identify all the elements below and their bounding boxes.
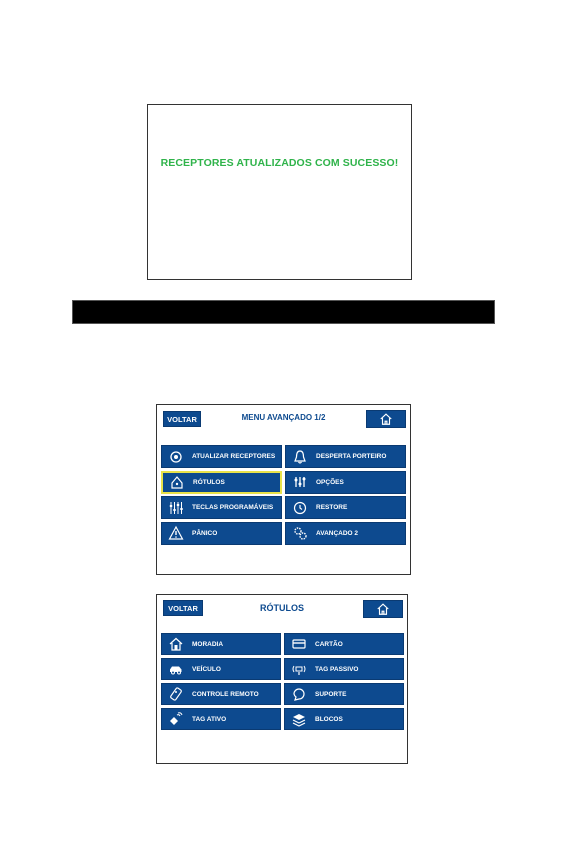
tile-label: CONTROLE REMOTO <box>192 690 259 698</box>
restore-icon <box>290 499 310 517</box>
receivers-icon <box>166 448 186 466</box>
home-button[interactable] <box>363 600 403 618</box>
tile-label: CARTÃO <box>315 640 343 648</box>
menu-tile[interactable] <box>161 683 281 705</box>
menu-tile[interactable] <box>285 445 406 468</box>
tile-label: VEÍCULO <box>192 665 221 673</box>
active-tag-icon <box>166 710 186 728</box>
tile-label: AVANÇADO 2 <box>316 529 359 537</box>
menu-tile[interactable] <box>161 522 282 545</box>
menu-tile[interactable] <box>161 496 282 519</box>
blocks-icon <box>289 710 309 728</box>
bell-icon <box>290 448 310 466</box>
menu-tile[interactable] <box>161 658 281 680</box>
menu-tile[interactable] <box>284 658 404 680</box>
menu-tile[interactable] <box>161 708 281 730</box>
menu-avancado-screen <box>156 404 411 575</box>
support-icon <box>289 685 309 703</box>
menu-tile[interactable] <box>161 633 281 655</box>
menu-tile[interactable] <box>285 522 406 545</box>
label-tag-icon <box>167 473 187 491</box>
tile-label: SUPORTE <box>315 690 347 698</box>
tile-label: OPÇÕES <box>316 478 344 486</box>
tile-label: DESPERTA PORTEIRO <box>316 453 387 460</box>
menu-tile[interactable] <box>284 683 404 705</box>
tile-label: ATUALIZAR RECEPTORES <box>192 453 276 460</box>
menu-tile[interactable] <box>284 708 404 730</box>
menu-tile[interactable] <box>161 471 282 494</box>
home-icon <box>376 602 390 616</box>
home-button[interactable] <box>366 410 406 428</box>
black-bar <box>72 300 495 324</box>
tile-label: RÓTULOS <box>193 478 225 486</box>
tile-label: TAG PASSIVO <box>315 665 359 673</box>
sliders-icon <box>166 499 186 517</box>
gears-icon <box>290 524 310 542</box>
house-icon <box>166 635 186 653</box>
card-icon <box>289 635 309 653</box>
rotulos-screen <box>156 594 408 764</box>
menu-tile[interactable] <box>284 633 404 655</box>
menu-tile[interactable] <box>161 445 282 468</box>
screen-title: MENU AVANÇADO 1/2 <box>241 413 326 422</box>
car-icon <box>166 660 186 678</box>
options-icon <box>290 473 310 491</box>
tile-label: RESTORE <box>316 504 348 511</box>
tile-label: TECLAS PROGRAMÁVEIS <box>192 504 274 511</box>
tile-label: BLOCOS <box>315 715 343 723</box>
screen-title: RÓTULOS <box>260 603 304 613</box>
tile-label: MORADIA <box>192 640 224 648</box>
success-message: RECEPTORES ATUALIZADOS COM SUCESSO! <box>160 157 399 169</box>
tile-label: TAG ATIVO <box>192 715 227 723</box>
passive-tag-icon <box>289 660 309 678</box>
menu-tile[interactable] <box>285 471 406 494</box>
success-dialog <box>147 104 412 280</box>
tile-label: PÂNICO <box>192 529 218 537</box>
back-button[interactable]: VOLTAR <box>163 411 201 427</box>
menu-tile[interactable] <box>285 496 406 519</box>
home-icon <box>379 412 393 426</box>
remote-icon <box>166 685 186 703</box>
warning-icon <box>166 524 186 542</box>
back-button[interactable]: VOLTAR <box>163 600 203 616</box>
